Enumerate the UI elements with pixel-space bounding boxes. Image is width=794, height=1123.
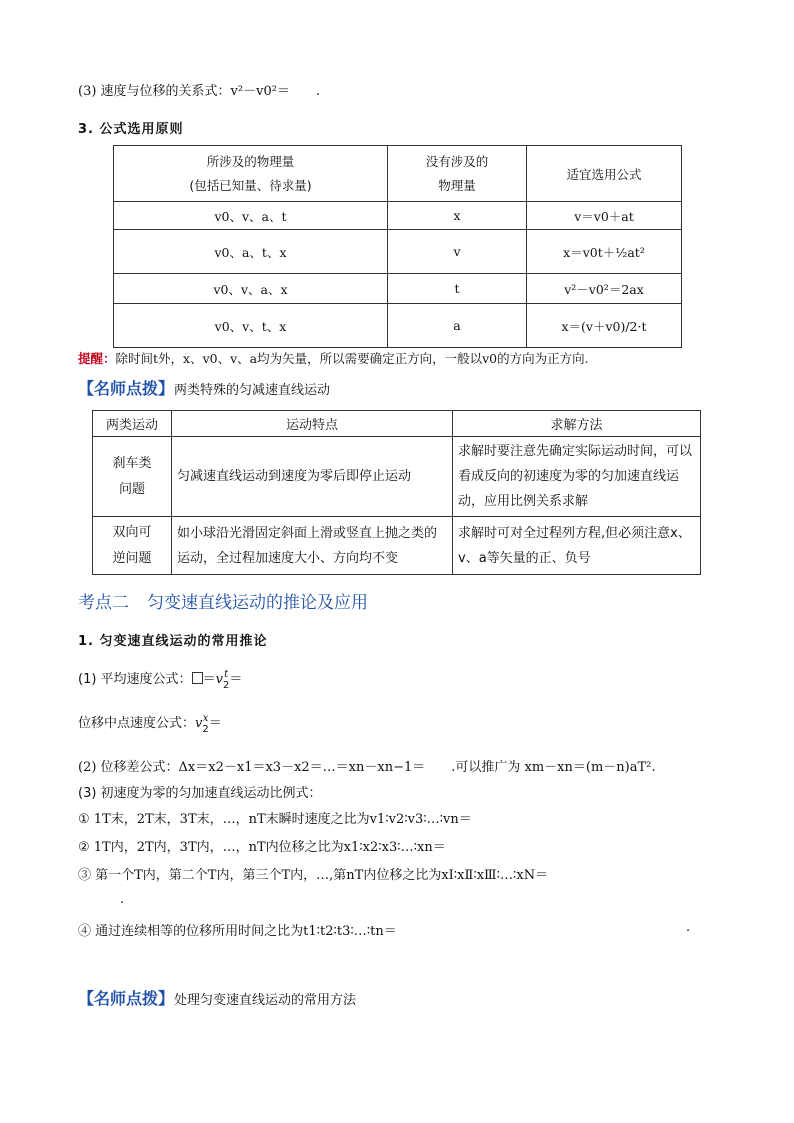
header-type: 两类运动: [93, 411, 172, 437]
table-row: v0、v、a、t x v＝v0＋at: [114, 202, 682, 230]
subheading-inferences: 1. 匀变速直线运动的常用推论: [78, 634, 268, 649]
header-formula: 适宜选用公式: [527, 146, 682, 202]
velocity-displacement-relation: (3) 速度与位移的关系式：v²－v0²＝ .: [78, 84, 321, 99]
table-row: v0、a、t、x v x＝v0t＋½at²: [114, 230, 682, 274]
table-row: 双向可 逆问题 如小球沿光滑固定斜面上滑或竖直上抛之类的运动，全过程加速度大小、方向均不变 求解时可对全过程列方程,但必须注意x、v、a等矢量的正、负号: [93, 517, 701, 575]
header-missing: 没有涉及的 物理量: [388, 146, 527, 202]
ratio-2: ② 1T内，2T内，3T内，…，nT内位移之比为x1∶x2∶x3∶…∶xn＝: [78, 840, 446, 855]
reminder-note: 提醒：除时间t外，x、v0、v、a均为矢量，所以需要确定正方向，一般以v0的方向为正方向.: [78, 351, 589, 366]
table-row: v0、v、t、x a x＝(v＋v0)/2·t: [114, 304, 682, 348]
reminder-label: 提醒：: [78, 351, 116, 366]
ratio-3: ③ 第一个T内，第二个T内，第三个T内，…,第nT内位移之比为xⅠ∶xⅡ∶xⅢ∶…∶xN＝: [78, 868, 549, 883]
table-row: v0、v、a、x t v²－v0²＝2ax: [114, 274, 682, 304]
header-quantities: 所涉及的物理量 (包括已知量、待求量): [114, 146, 388, 202]
header-feature: 运动特点: [172, 411, 453, 437]
teacher-tip-1: 【名师点拨】两类特殊的匀减速直线运动: [78, 379, 331, 398]
ratio-1: ① 1T末，2T末，3T末，…，nT末瞬时速度之比为v1∶v2∶v3∶…∶vn＝: [78, 812, 472, 827]
heading-formula-selection: 3. 公式选用原则: [78, 122, 184, 137]
header-method: 求解方法: [453, 411, 701, 437]
ratio-4: ④ 通过连续相等的位移所用时间之比为t1∶t2∶t3∶…∶tn＝: [78, 924, 397, 939]
table-row: 刹车类 问题 匀减速直线运动到速度为零后即停止运动 求解时要注意先确定实际运动时间，可以看成反向的初速度为零的匀加速直线运动，应用比例关系求解: [93, 437, 701, 517]
displacement-difference: (2) 位移差公式：Δx＝x2－x1＝x3－x2＝…＝xn－xn−1＝ .可以推广为 xm－xn＝(m－n)aT².: [78, 760, 656, 775]
deceleration-types-table: [92, 410, 701, 575]
ratio-title: (3) 初速度为零的匀加速直线运动比例式：: [78, 786, 322, 801]
ratio-3-dot: .: [120, 892, 125, 907]
ratio-4-dot: .: [686, 920, 691, 935]
mid-position-speed-formula: 位移中点速度公式：v x 2 ＝: [78, 712, 222, 735]
section-heading: 考点二 匀变速直线运动的推论及应用: [78, 593, 368, 613]
teacher-tip-2: 【名师点拨】处理匀变速直线运动的常用方法: [78, 989, 357, 1008]
formula-selection-table: [113, 145, 682, 348]
avg-speed-formula: (1) 平均速度公式： ＝v t 2 ＝: [78, 668, 243, 691]
